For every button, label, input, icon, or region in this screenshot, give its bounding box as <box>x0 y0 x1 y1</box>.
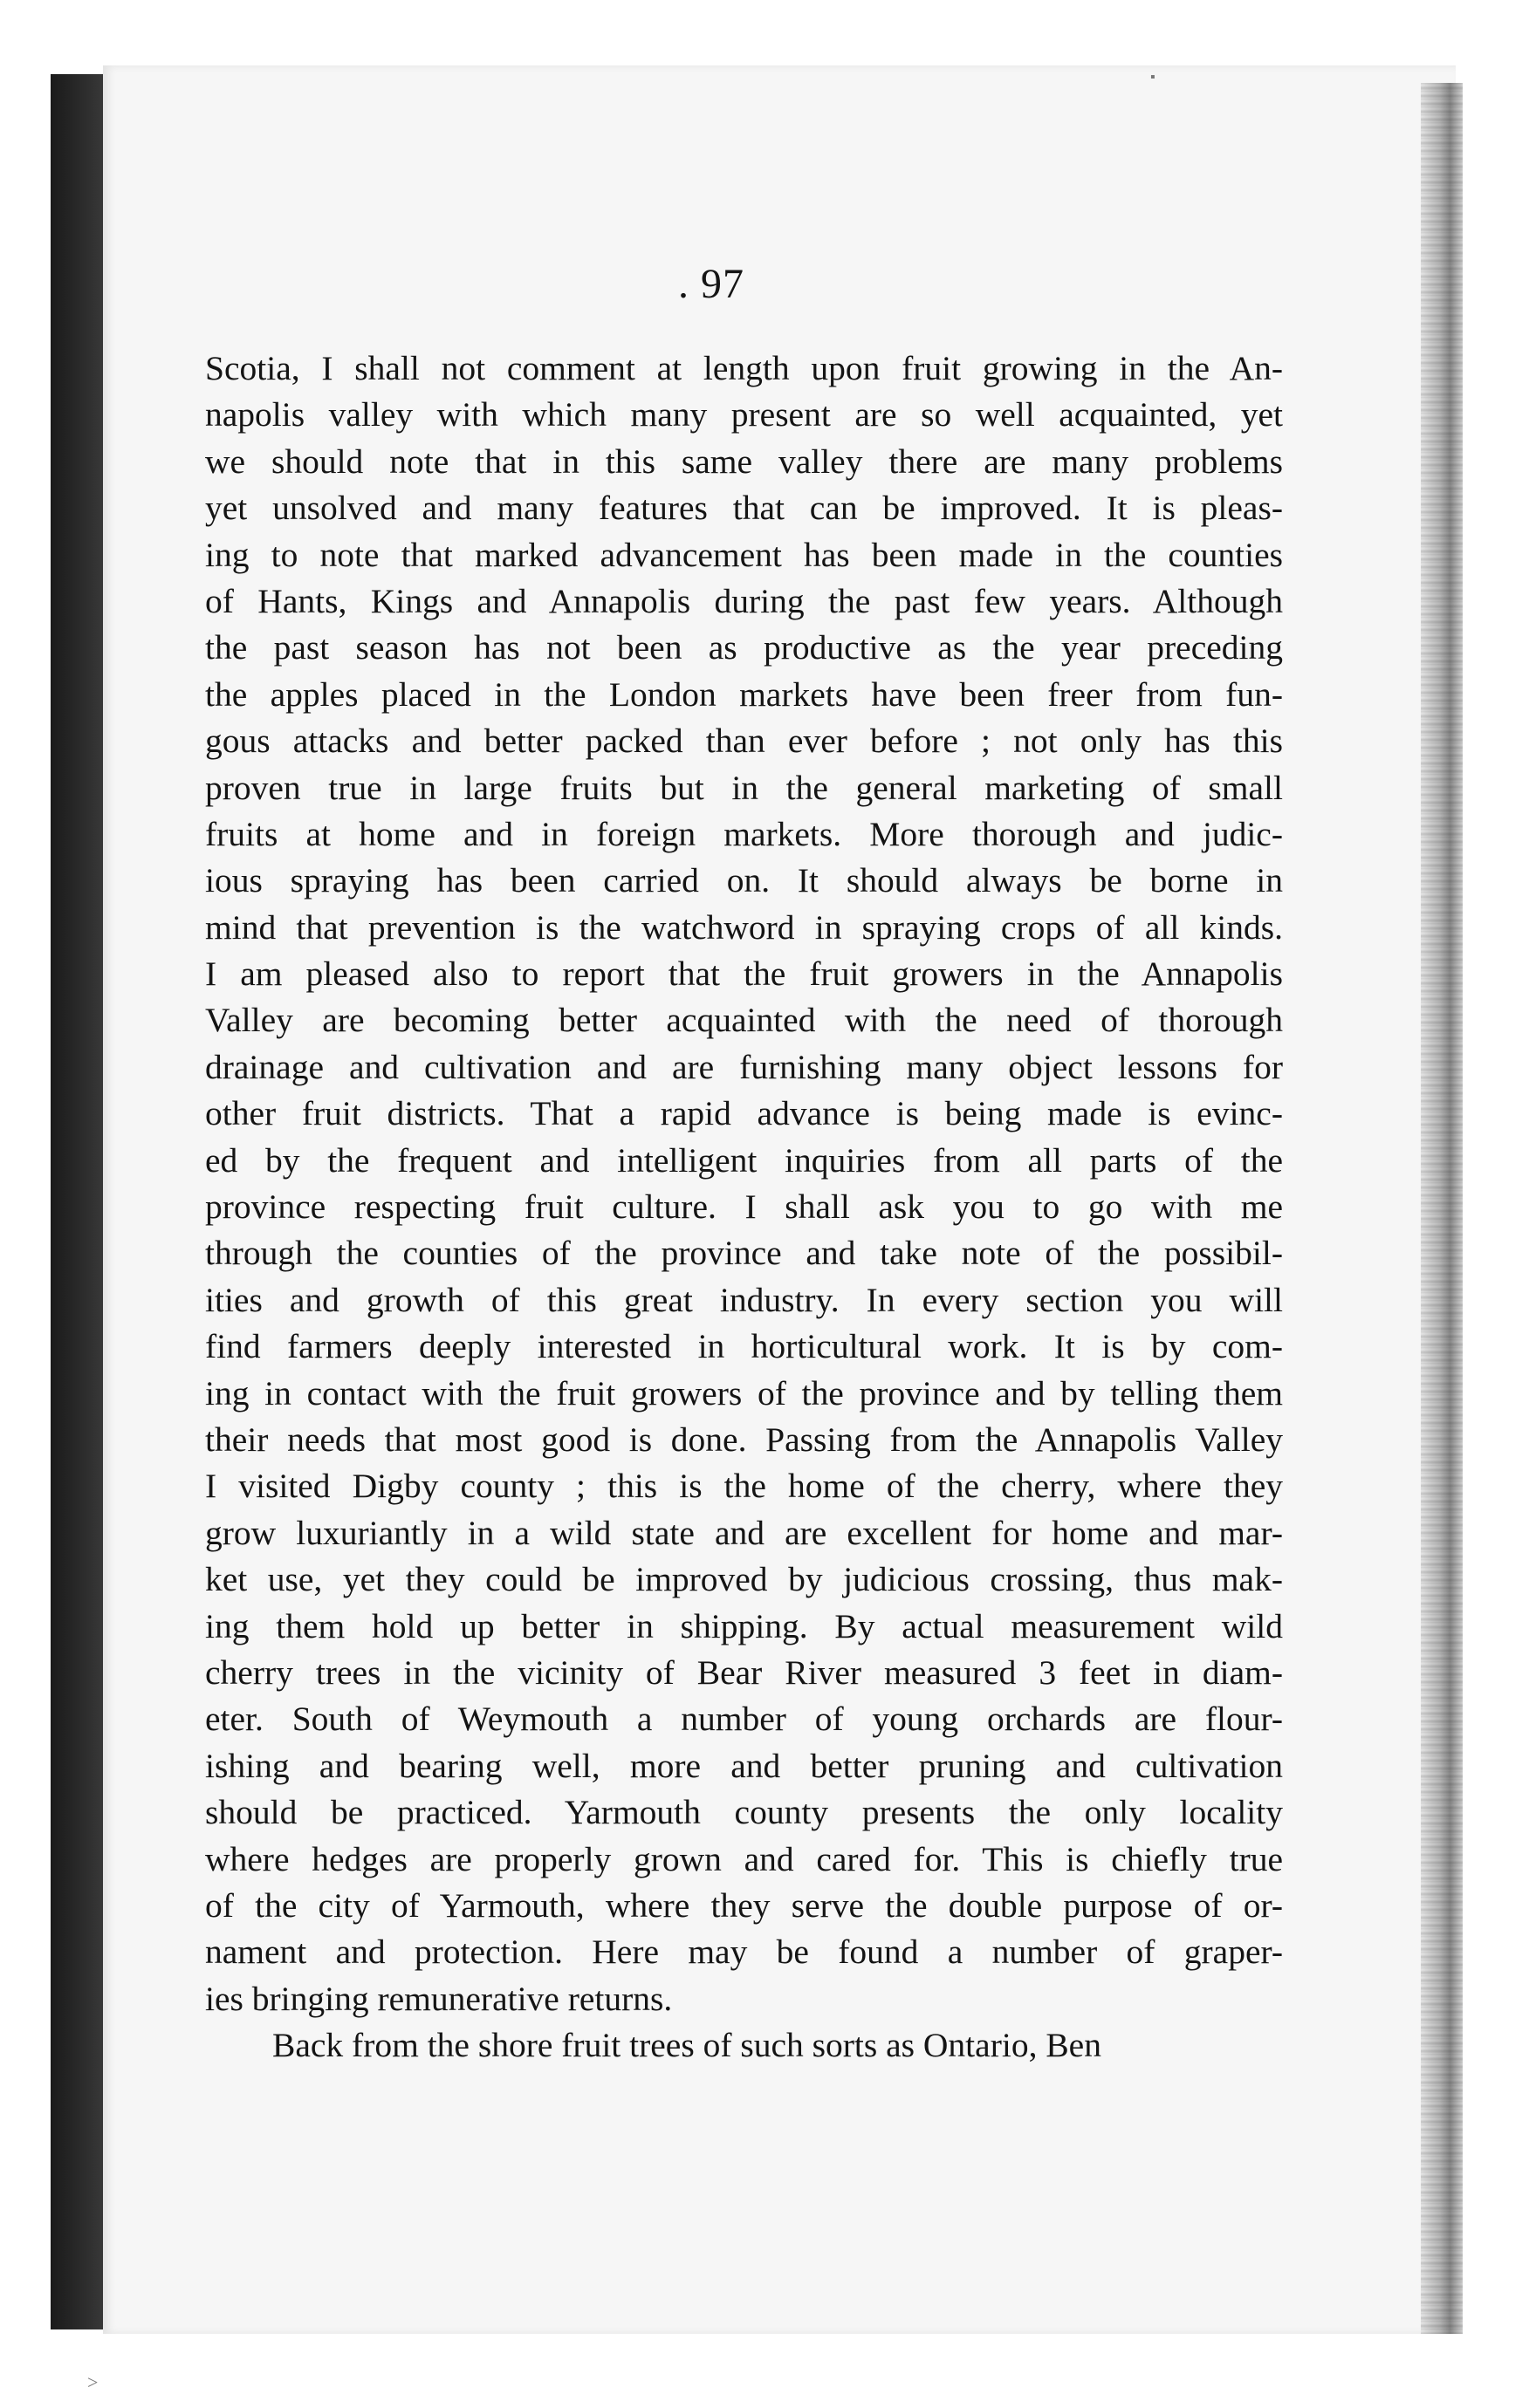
text-line: mind that prevention is the watchword in spraying crops of all kinds. <box>205 907 1283 947</box>
text-line: Scotia, I shall not comment at length upon fruit growing in the An- <box>205 349 1283 387</box>
text-line: of Hants, Kings and Annapolis during the past few years. Although <box>205 581 1283 620</box>
text-line: ing to note that marked advancement has been made in the counties <box>205 535 1283 574</box>
text-line: drainage and cultivation and are furnishing many object lessons for <box>205 1047 1283 1086</box>
text-line: ing in contact with the fruit growers of the province and by telling them <box>205 1373 1283 1413</box>
text-line: should be practiced. Yarmouth county presents the only locality <box>205 1793 1283 1832</box>
text-line: nament and protection. Here may be found a number of graper- <box>205 1933 1283 1972</box>
text-line: ket use, yet they could be improved by judicious crossing, thus mak- <box>205 1560 1283 1599</box>
text-line: ing them hold up better in shipping. By actual measurement wild <box>205 1606 1283 1645</box>
text-line: through the counties of the province and take note of the possibil- <box>205 1234 1283 1273</box>
text-line: the apples placed in the London markets have been freer from fun- <box>205 674 1283 714</box>
body-text <box>205 345 1283 2069</box>
text-line: find farmers deeply interested in horticultural work. It is by com- <box>205 1327 1283 1366</box>
page-edge <box>1421 83 1463 2334</box>
text-line: eter. South of Weymouth a number of young orchards are flour- <box>205 1700 1283 1739</box>
text-line: gous attacks and better packed than ever before ; not only has this <box>205 722 1283 761</box>
text-line: Valley are becoming better acquainted with the need of thorough <box>205 1001 1283 1040</box>
text-line: proven true in large fruits but in the general marketing of small <box>205 768 1283 807</box>
scan-speck: ˃ <box>87 2371 99 2393</box>
text-line: napolis valley with which many present are so well acquainted, yet <box>205 395 1283 434</box>
text-line: yet unsolved and many features that can be improved. It is pleas- <box>205 489 1283 528</box>
scan-speck: ▪ <box>1150 70 1155 85</box>
text-line: cherry trees in the vicinity of Bear River measured 3 feet in diam- <box>205 1652 1283 1692</box>
left-margin <box>0 0 51 2408</box>
paragraph-last-line: ies bringing remunerative returns. <box>205 1979 673 2018</box>
page-number: . 97 <box>678 261 744 307</box>
text-line: the past season has not been as productive as the year preceding <box>205 628 1283 667</box>
text-line: where hedges are properly grown and cared for. This is chiefly true <box>205 1839 1283 1878</box>
text-line: ities and growth of this great industry. In every section you will <box>205 1280 1283 1319</box>
text-line: province respecting fruit culture. I shall ask you to go with me <box>205 1187 1283 1227</box>
text-line: ious spraying has been carried on. It should always be borne in <box>205 861 1283 900</box>
text-line: grow luxuriantly in a wild state and are excellent for home and mar- <box>205 1513 1283 1552</box>
text-line: ishing and bearing well, more and better pruning and cultivation <box>205 1746 1283 1785</box>
text-line: fruits at home and in foreign markets. More thorough and judic- <box>205 814 1283 853</box>
binding-shadow <box>51 74 106 2329</box>
text-line: of the city of Yarmouth, where they serve the double purpose of or- <box>205 1885 1283 1925</box>
text-line: other fruit districts. That a rapid advance is being made is evinc- <box>205 1094 1283 1133</box>
paragraph-first-line: Back from the shore fruit trees of such sorts as Ontario, Ben <box>272 2026 1101 2065</box>
text-line: we should note that in this same valley there are many problems <box>205 441 1283 481</box>
text-line: their needs that most good is done. Passing from the Annapolis Valley <box>205 1419 1283 1459</box>
text-line: I visited Digby county ; this is the home of the cherry, where they <box>205 1467 1283 1506</box>
text-line: I am pleased also to report that the fruit growers in the Annapolis <box>205 954 1283 994</box>
text-line: ed by the frequent and intelligent inquiries from all parts of the <box>205 1140 1283 1180</box>
